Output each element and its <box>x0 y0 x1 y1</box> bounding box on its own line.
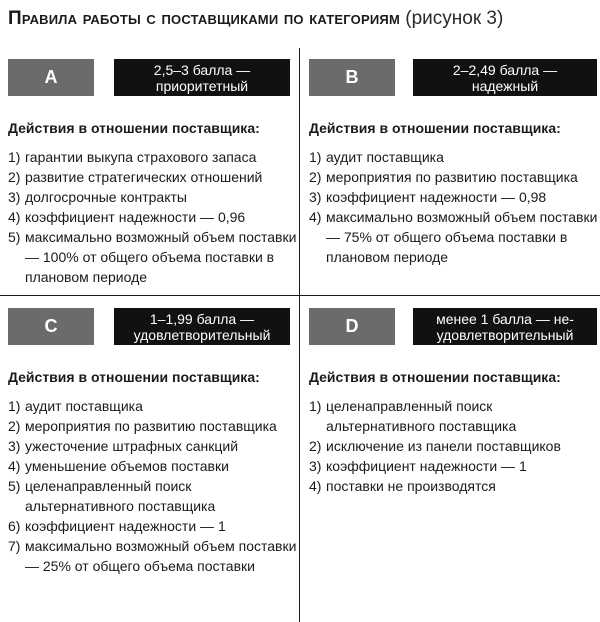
item-number: 3) <box>8 189 21 205</box>
page-title <box>8 6 503 32</box>
category-letter: A <box>8 59 94 96</box>
list-item <box>8 536 300 576</box>
item-text: долгосрочные контракты <box>25 189 187 205</box>
actions-list <box>8 396 300 576</box>
item-number: 1) <box>8 149 21 165</box>
category-a-panel <box>8 59 300 287</box>
item-number: 2) <box>309 169 322 185</box>
actions-list <box>309 147 600 267</box>
item-text: гарантии выкупа страхового запаса <box>25 149 257 165</box>
category-d-panel <box>309 308 600 496</box>
item-text: коэффициент надежности — 1 <box>326 458 527 474</box>
item-number: 7) <box>8 538 21 554</box>
category-header <box>8 308 300 345</box>
item-text: мероприятия по развитию поставщика <box>326 169 578 185</box>
item-text: развитие стратегических отношений <box>25 169 263 185</box>
item-number: 6) <box>8 518 21 534</box>
category-header <box>309 308 600 345</box>
item-text: аудит поставщика <box>25 398 143 414</box>
list-item <box>8 416 300 436</box>
category-letter: D <box>309 308 395 345</box>
score-range-label <box>114 308 290 345</box>
item-text: аудит поставщика <box>326 149 444 165</box>
list-item <box>309 436 600 456</box>
category-header <box>8 59 300 96</box>
item-text: ужесточение штрафных санкций <box>25 438 239 454</box>
item-text: целенаправленный поиск альтернативного поставщика <box>326 398 517 434</box>
item-text: мероприятия по развитию поставщика <box>25 418 277 434</box>
item-text: целенаправленный поиск альтернативного поставщика <box>25 478 216 514</box>
score-range-line1: 2–2,49 балла — <box>452 61 558 78</box>
item-number: 3) <box>309 458 322 474</box>
list-item <box>8 516 300 536</box>
item-number: 4) <box>8 209 21 225</box>
list-item <box>8 187 300 207</box>
list-item <box>309 147 600 167</box>
item-text: коэффициент надежности — 1 <box>25 518 226 534</box>
list-item <box>8 396 300 416</box>
item-text: максимально возможный объем поставки — 25% от общего объема поставки <box>25 538 297 574</box>
list-item <box>309 187 600 207</box>
score-range-line2: приоритетный <box>155 77 249 94</box>
item-number: 1) <box>309 149 322 165</box>
item-number: 2) <box>309 438 322 454</box>
actions-heading: Действия в отношении поставщика: <box>309 369 561 385</box>
score-range-line2: удовлетворительный <box>133 326 271 343</box>
score-range-line1: 2,5–3 балла — <box>153 61 251 78</box>
item-text: максимально возможный объем поставки — 75% от общего объема поставки в плановом периоде <box>326 209 598 265</box>
score-range-label <box>413 59 597 96</box>
list-item <box>309 207 600 267</box>
list-item <box>309 476 600 496</box>
item-text: уменьшение объемов поставки <box>25 458 229 474</box>
item-number: 3) <box>8 438 21 454</box>
item-number: 3) <box>309 189 322 205</box>
score-range-label <box>114 59 290 96</box>
actions-heading: Действия в отношении поставщика: <box>8 369 260 385</box>
item-number: 4) <box>309 478 322 494</box>
category-c-panel <box>8 308 300 576</box>
title-main: Правила работы с поставщиками по категориям <box>8 8 400 29</box>
list-item <box>309 456 600 476</box>
list-item <box>8 476 300 516</box>
title-figure-ref: (рисунок 3) <box>405 8 504 29</box>
actions-list <box>309 396 600 496</box>
item-number: 4) <box>309 209 322 225</box>
list-item <box>8 436 300 456</box>
score-range-line1: менее 1 балла — не- <box>436 310 574 327</box>
item-number: 1) <box>8 398 21 414</box>
category-b-panel <box>309 59 600 267</box>
item-number: 4) <box>8 458 21 474</box>
item-number: 2) <box>8 418 21 434</box>
actions-heading: Действия в отношении поставщика: <box>309 120 561 136</box>
category-letter: B <box>309 59 395 96</box>
score-range-line2: удовлетворительный <box>436 326 574 343</box>
list-item <box>309 396 600 436</box>
list-item <box>8 167 300 187</box>
score-range-label <box>413 308 597 345</box>
item-number: 5) <box>8 229 21 245</box>
actions-list <box>8 147 300 287</box>
item-text: поставки не производятся <box>326 478 496 494</box>
item-text: исключение из панели поставщиков <box>326 438 561 454</box>
category-header <box>309 59 600 96</box>
list-item <box>8 227 300 287</box>
horizontal-divider <box>0 295 600 296</box>
item-text: коэффициент надежности — 0,98 <box>326 189 547 205</box>
item-number: 5) <box>8 478 21 494</box>
item-text: коэффициент надежности — 0,96 <box>25 209 246 225</box>
category-letter: C <box>8 308 94 345</box>
list-item <box>8 207 300 227</box>
item-text: максимально возможный объем поставки — 100% от общего объема поставки в плановом периоде <box>25 229 297 285</box>
list-item <box>8 456 300 476</box>
item-number: 2) <box>8 169 21 185</box>
score-range-line2: надежный <box>471 77 539 94</box>
item-number: 1) <box>309 398 322 414</box>
actions-heading: Действия в отношении поставщика: <box>8 120 260 136</box>
list-item <box>309 167 600 187</box>
score-range-line1: 1–1,99 балла — <box>149 310 255 327</box>
list-item <box>8 147 300 167</box>
